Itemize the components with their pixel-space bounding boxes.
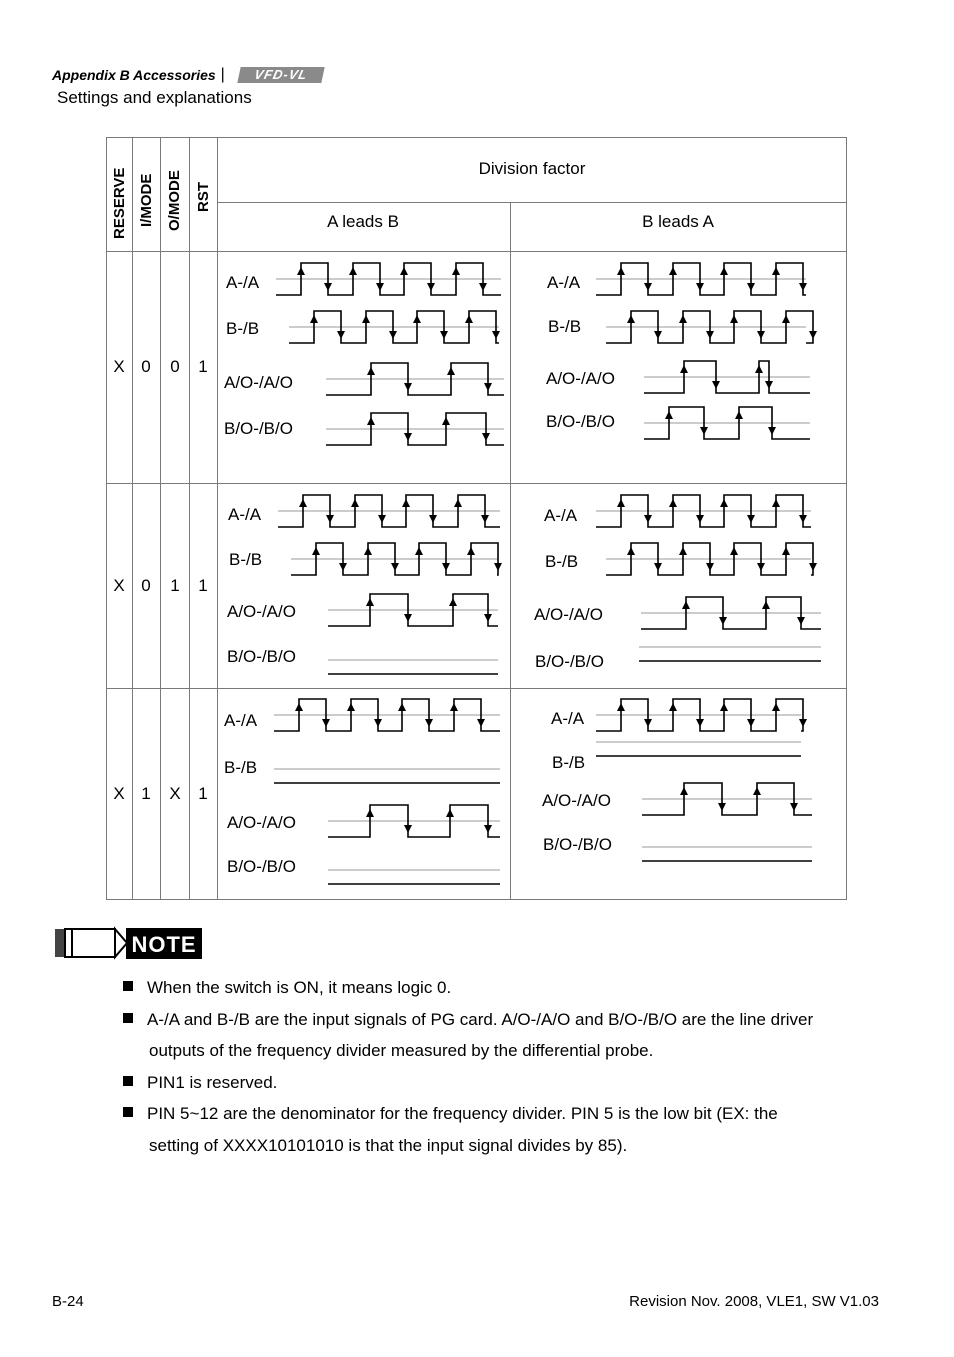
waveform-b-b-leads — [606, 301, 816, 353]
note-label: NOTE — [131, 932, 197, 957]
b-leads-a-header: B leads A — [642, 212, 714, 231]
label-b: B-/B — [548, 317, 582, 336]
note-item: A-/A and B-/B are the input signals of PG card. A/O-/A/O and B/O-/B/O are the line driver outputs of the frequency divider measured by the differential probe. — [122, 1004, 902, 1067]
header-separator: | — [220, 66, 225, 83]
settings-table — [106, 137, 847, 900]
waveform-a-leads-b — [274, 689, 510, 741]
bullet-square-icon — [123, 1076, 133, 1086]
label-ao: A/O-/A/O — [534, 605, 603, 624]
label-ao: A/O-/A/O — [546, 369, 615, 388]
row1-omode: 0 — [170, 357, 180, 376]
label-ao: A/O-/A/O — [224, 373, 293, 392]
label-b: B-/B — [226, 319, 260, 338]
row2-imode: 0 — [141, 576, 151, 595]
waveform-b-leads-b — [274, 765, 504, 787]
col-header-rst: RST — [195, 182, 212, 212]
label-a: A-/A — [544, 506, 578, 525]
col-header-imode: I/MODE — [138, 173, 155, 227]
bullet-square-icon — [123, 981, 133, 991]
waveform-ao-leads-b — [326, 353, 514, 405]
label-ao: A/O-/A/O — [227, 813, 296, 832]
waveform-ao-b-leads — [644, 351, 820, 403]
waveform-bo-leads-b — [326, 403, 514, 455]
row1-imode: 0 — [141, 357, 151, 376]
row1-rst: 1 — [198, 357, 208, 376]
row2-rst: 1 — [198, 576, 208, 595]
a-leads-b-header: A leads B — [327, 212, 399, 231]
page-number: B-24 — [52, 1293, 84, 1310]
label-a: A-/A — [547, 273, 581, 292]
waveform-a-b-leads — [596, 689, 811, 741]
label-a: A-/A — [228, 505, 262, 524]
row1-reserve: X — [113, 357, 125, 376]
note-item: When the switch is ON, it means logic 0. — [122, 972, 902, 1004]
col-header-reserve: RESERVE — [111, 167, 128, 239]
waveform-a-leads-b — [278, 485, 510, 537]
waveform-b-leads-b — [291, 533, 507, 585]
label-ao: A/O-/A/O — [227, 602, 296, 621]
row3-imode: 1 — [141, 784, 151, 803]
waveform-bo-b-leads — [639, 643, 825, 665]
label-ao: A/O-/A/O — [542, 791, 611, 810]
waveform-ao-leads-b — [328, 584, 508, 636]
label-b: B-/B — [224, 758, 258, 777]
label-b: B-/B — [552, 753, 586, 772]
waveform-b-b-leads — [606, 533, 821, 585]
section-title: Appendix B Accessories — [52, 67, 216, 83]
waveform-b-b-leads — [596, 738, 805, 760]
label-bo: B/O-/B/O — [227, 857, 296, 876]
note-item: PIN1 is reserved. — [122, 1067, 902, 1099]
bullet-square-icon — [123, 1107, 133, 1117]
label-b: B-/B — [545, 552, 579, 571]
pencil-icon — [54, 926, 204, 960]
bullet-square-icon — [123, 1013, 133, 1023]
label-a: A-/A — [224, 711, 258, 730]
page-subtitle: Settings and explanations — [57, 88, 252, 107]
waveform-ao-leads-b — [328, 795, 510, 847]
row3-rst: 1 — [198, 784, 208, 803]
page-header — [52, 66, 323, 84]
waveform-a-b-leads — [596, 253, 816, 305]
waveform-a-b-leads — [596, 485, 821, 537]
waveform-a-leads-b — [276, 253, 511, 305]
label-b: B-/B — [229, 550, 263, 569]
waveform-bo-b-leads — [642, 843, 816, 865]
label-bo: B/O-/B/O — [546, 412, 615, 431]
waveform-bo-leads-b — [328, 866, 504, 888]
waveform-ao-b-leads — [642, 773, 822, 825]
col-header-omode: O/MODE — [166, 170, 183, 231]
row2-omode: 1 — [170, 576, 180, 595]
row3-reserve: X — [113, 784, 125, 803]
label-bo: B/O-/B/O — [227, 647, 296, 666]
row3-omode: X — [169, 784, 181, 803]
waveform-bo-leads-b — [328, 656, 502, 678]
note-item: PIN 5~12 are the denominator for the frequency divider. PIN 5 is the low bit (EX: the setting of XXXX10101010 is that the input signal divides by 85). — [122, 1098, 902, 1161]
note-list — [122, 972, 902, 1161]
revision-info: Revision Nov. 2008, VLE1, SW V1.03 — [629, 1293, 879, 1310]
waveform-ao-b-leads — [641, 587, 831, 639]
waveform-bo-b-leads — [644, 397, 820, 449]
row2-reserve: X — [113, 576, 125, 595]
label-bo: B/O-/B/O — [535, 652, 604, 671]
label-a: A-/A — [226, 273, 260, 292]
note-badge — [54, 926, 204, 960]
division-factor-header: Division factor — [478, 159, 586, 178]
label-bo: B/O-/B/O — [543, 835, 612, 854]
waveform-b-leads-b — [289, 301, 509, 353]
label-a: A-/A — [551, 709, 585, 728]
brand-logo: VFD-VL — [237, 67, 324, 83]
label-bo: B/O-/B/O — [224, 419, 293, 438]
